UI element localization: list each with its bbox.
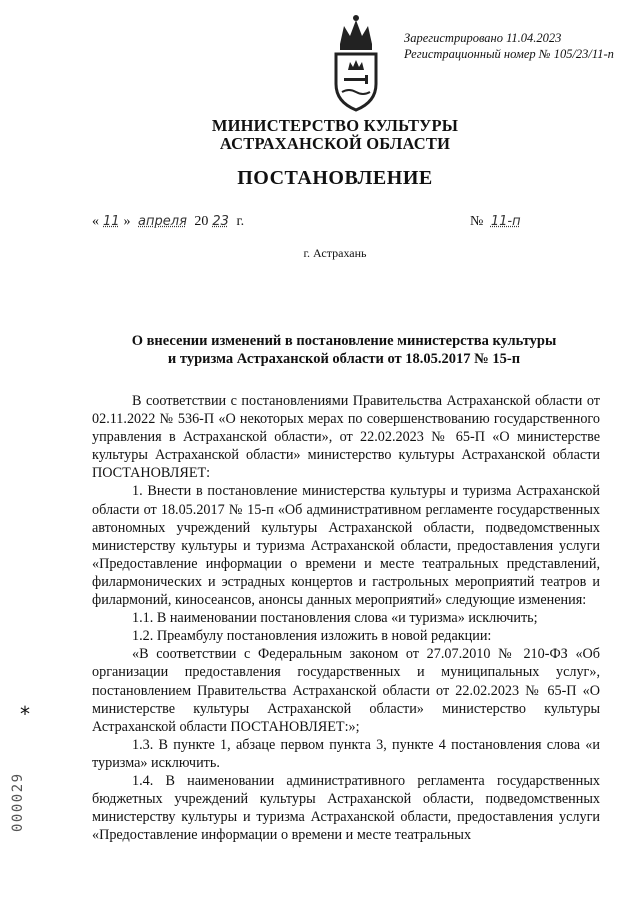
document-type: ПОСТАНОВЛЕНИЕ <box>237 167 433 189</box>
date-year-suffix: 23 <box>212 214 229 229</box>
date-open-quote: « <box>92 214 99 229</box>
registration-stamp <box>404 30 614 62</box>
paragraph-1-2: 1.2. Преамбулу постановления изложить в новой редакции: <box>132 628 492 645</box>
date-suffix: г. <box>236 214 245 229</box>
number-sign: № <box>470 214 484 229</box>
heading-line-2: и туризма Астраханской области от 18.05.2017 № 15-п <box>167 351 521 367</box>
registration-date: Зарегистрировано 11.04.2023 <box>404 31 562 45</box>
margin-asterisk: * <box>20 702 30 726</box>
date-close-quote: » <box>123 214 131 229</box>
date-year-prefix: 20 <box>194 214 209 229</box>
ministry-line-2: АСТРАХАНСКОЙ ОБЛАСТИ <box>219 134 451 153</box>
paragraph-1-3: 1.3. В пункте 1, абзаце первом пункта 3, пункте 4 постановления слова «и туризма» исключить. <box>92 736 600 771</box>
number-value: 11-п <box>490 214 521 229</box>
astrakhan-coat-of-arms-icon <box>330 14 382 112</box>
page-stamp-number: 000029 <box>10 772 26 832</box>
ministry-name <box>0 117 640 153</box>
date-day: 11 <box>103 214 120 229</box>
document-date <box>92 214 244 230</box>
heading-line-1: О внесении изменений в постановление министерства культуры <box>131 333 557 349</box>
document-body <box>92 392 600 844</box>
paragraph-1: 1. Внести в постановление министерства культуры и туризма Астраханской области от 18.05.2017 № 15-п «Об административном регламенте государственных автономных учреждений культуры Астраханской области, подведомственных министерству культуры и туризма Астраханской области, предоставления услуги «Предоставление информации о времени и месте театральных представлений, филармонических и эстрадных концертов и гастрольных мероприятий театров и филармоний, киносеансов, анонсы данных мероприятий» следующие изменения: <box>92 483 600 609</box>
paragraph-1-1: 1.1. В наименовании постановления слова «и туризма» исключить; <box>132 610 538 627</box>
document-number <box>470 214 525 230</box>
date-month: апреля <box>138 214 187 229</box>
document-heading <box>92 332 596 368</box>
ministry-line-1: МИНИСТЕРСТВО КУЛЬТУРЫ <box>211 116 459 135</box>
paragraph-1-4: 1.4. В наименовании административного регламента государственных бюджетных учреждений культуры Астраханской области, подведомственных министерству культуры и туризма Астраханской области, предоставления услуги «Предоставление информации о времени и месте театральных <box>92 772 600 844</box>
registration-number: Регистрационный номер № 105/23/11-п <box>404 47 614 61</box>
paragraph-preamble: В соответствии с постановлениями Правительства Астраханской области от 02.11.2022 № 536-П «О некоторых мерах по совершенствованию государственного управления в Астраханской области», от 22.02.2023 № 65-П «О министерстве культуры Астраханской области» министерство культуры Астраханской области ПОСТАНОВЛЯЕТ: <box>92 393 600 482</box>
paragraph-quoted-preamble: «В соответствии с Федеральным законом от 27.07.2010 № 210-ФЗ «Об организации предоставления государственных и муниципальных услуг», постановлением Правительства Астраханской области от 22.02.2023 № 65-П «О министерстве культуры Астраханской области» министерство культуры Астраханской области ПОСТАНОВЛЯЕТ:»; <box>92 646 600 735</box>
city: г. Астрахань <box>303 246 367 260</box>
